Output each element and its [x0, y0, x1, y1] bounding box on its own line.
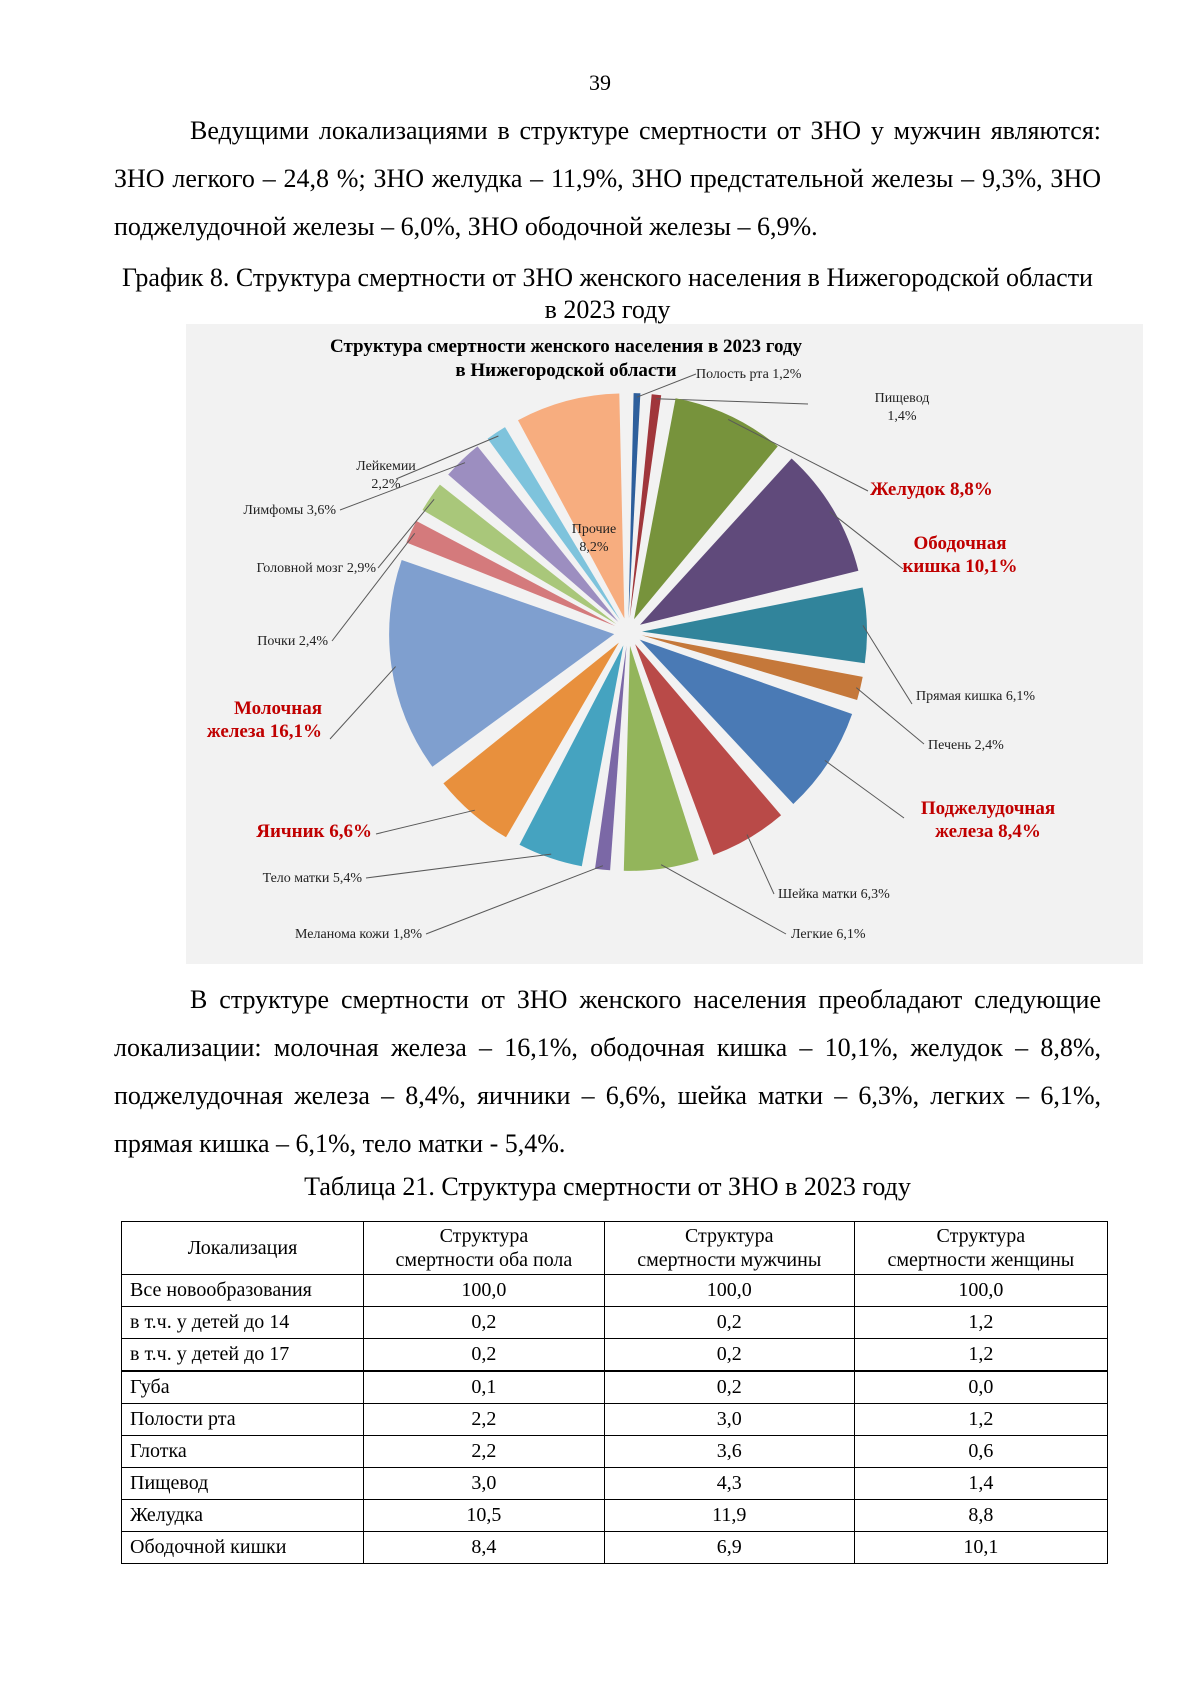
leader-line	[747, 835, 774, 894]
leader-line	[825, 760, 904, 818]
slice-label: 8,2%	[579, 540, 609, 555]
slice-label: Меланома кожи 1,8%	[295, 927, 422, 942]
table-cell: 11,9	[604, 1500, 854, 1532]
table-row-label: Ободочной кишки	[122, 1532, 364, 1564]
chart-caption: График 8. Структура смертности от ЗНО женского населения в Нижегородской области в 2023 году	[122, 263, 1093, 324]
leader-line	[856, 688, 924, 744]
chart-title: в Нижегородской области	[455, 360, 677, 381]
slice-label: Тело матки 5,4%	[262, 871, 362, 886]
table-row-label: Все новообразования	[122, 1275, 364, 1307]
table-cell: 8,4	[364, 1532, 605, 1564]
table-header-text: Структура	[936, 1225, 1026, 1247]
slice-label: Желудок 8,8%	[870, 479, 993, 500]
table-cell: 1,4	[854, 1468, 1107, 1500]
leader-line	[376, 810, 475, 834]
table-cell: 6,9	[604, 1532, 854, 1564]
table-cell: 0,0	[854, 1371, 1107, 1404]
table-row	[122, 1371, 1108, 1404]
paragraph-men: Ведущими локализациями в структуре смертности от ЗНО у мужчин являются: ЗНО легкого – 24,8 %; ЗНО желудка – 11,9%, ЗНО предстательной железы – 9,3%, ЗНО поджелудочной железы – 6,0%, ЗНО ободочной железы – 6,9%.	[114, 116, 1101, 241]
slice-label: Прямая кишка 6,1%	[916, 689, 1036, 704]
leader-line	[863, 625, 912, 704]
slice-label: Молочная	[233, 698, 322, 719]
pie-chart-svg	[186, 324, 1143, 964]
page-number: 39	[589, 70, 611, 95]
table-row-label: Губа	[122, 1371, 364, 1404]
table-caption: Таблица 21. Структура смертности от ЗНО в 2023 году	[304, 1172, 911, 1201]
table-cell: 100,0	[604, 1275, 854, 1307]
table-body	[122, 1275, 1108, 1564]
slice-label: Легкие 6,1%	[791, 927, 866, 942]
table-header-text: смертности женщины	[887, 1249, 1075, 1271]
table-cell: 10,1	[854, 1532, 1107, 1564]
table-header-row	[122, 1222, 1108, 1275]
table-cell: 8,8	[854, 1500, 1107, 1532]
slice-label: Головной мозг 2,9%	[256, 561, 376, 576]
table-header-cell	[122, 1222, 364, 1275]
slice-label: железа 16,1%	[206, 721, 322, 742]
table-header-text: Локализация	[187, 1237, 298, 1259]
table-row	[122, 1339, 1108, 1372]
table-cell: 2,2	[364, 1436, 605, 1468]
leader-line	[426, 866, 603, 934]
slice-label: Прочие	[571, 522, 617, 537]
table-cell: 3,6	[604, 1436, 854, 1468]
table-header-text: Структура	[684, 1225, 774, 1247]
slice-label: Ободочная	[913, 533, 1007, 554]
table-cell: 0,2	[604, 1339, 854, 1372]
table-row	[122, 1436, 1108, 1468]
table-cell: 0,1	[364, 1371, 605, 1404]
table-cell: 1,2	[854, 1404, 1107, 1436]
slice-label: Лимфомы 3,6%	[243, 503, 336, 518]
slice-label: 1,4%	[887, 409, 917, 424]
table-header-text: Структура	[439, 1225, 529, 1247]
table-header-text: смертности оба пола	[395, 1249, 573, 1271]
table-header-cell	[604, 1222, 854, 1275]
table-row-label: в т.ч. у детей до 17	[122, 1339, 364, 1372]
table-header-cell	[854, 1222, 1107, 1275]
table-cell: 10,5	[364, 1500, 605, 1532]
table-row-label: Полости рта	[122, 1404, 364, 1436]
table-row	[122, 1468, 1108, 1500]
table-cell: 2,2	[364, 1404, 605, 1436]
table-row-label: Глотка	[122, 1436, 364, 1468]
mortality-table	[121, 1221, 1108, 1564]
table-row	[122, 1404, 1108, 1436]
slice-label: Поджелудочная	[920, 798, 1056, 819]
table-row	[122, 1500, 1108, 1532]
paragraph-women: В структуре смертности от ЗНО женского населения преобладают следующие локализации: молочная железа – 16,1%, ободочная кишка – 10,1%, желудок – 8,8%, поджелудочная железа – 8,4%, яичники – 6,6%, шейка матки – 6,3%, легких – 6,1%, прямая кишка – 6,1%, тело матки - 5,4%.	[114, 985, 1101, 1158]
table-header-cell	[364, 1222, 605, 1275]
table-cell: 3,0	[604, 1404, 854, 1436]
leader-line	[330, 667, 396, 739]
slice-label: Печень 2,4%	[928, 738, 1004, 753]
table-cell: 0,2	[604, 1371, 854, 1404]
pie-chart	[186, 324, 1143, 964]
table-row	[122, 1275, 1108, 1307]
slice-label: 2,2%	[371, 477, 401, 492]
table-cell: 3,0	[364, 1468, 605, 1500]
chart-title: Структура смертности женского населения в 2023 году	[329, 336, 803, 357]
table-row-label: в т.ч. у детей до 14	[122, 1307, 364, 1339]
table-cell: 1,2	[854, 1307, 1107, 1339]
table-cell: 4,3	[604, 1468, 854, 1500]
table-row	[122, 1532, 1108, 1564]
slice-label: Шейка матки 6,3%	[778, 887, 890, 902]
leader-line	[366, 854, 551, 878]
table-cell: 0,6	[854, 1436, 1107, 1468]
table-header-text: смертности мужчины	[637, 1249, 822, 1271]
table-cell: 100,0	[364, 1275, 605, 1307]
table-cell: 1,2	[854, 1339, 1107, 1372]
slice-label: Лейкемии	[356, 459, 416, 474]
slice-label: Полость рта 1,2%	[696, 367, 802, 382]
table-row-label: Желудка	[122, 1500, 364, 1532]
slice-label: кишка 10,1%	[902, 556, 1018, 577]
table-row	[122, 1307, 1108, 1339]
table-cell: 100,0	[854, 1275, 1107, 1307]
table-row-label: Пищевод	[122, 1468, 364, 1500]
table-cell: 0,2	[604, 1307, 854, 1339]
table-cell: 0,2	[364, 1339, 605, 1372]
slice-label: Почки 2,4%	[257, 634, 328, 649]
slice-label: Яичник 6,6%	[256, 821, 372, 842]
table-cell: 0,2	[364, 1307, 605, 1339]
slice-label: Пищевод	[874, 391, 930, 406]
leader-line	[661, 865, 786, 934]
slice-label: железа 8,4%	[935, 821, 1041, 842]
